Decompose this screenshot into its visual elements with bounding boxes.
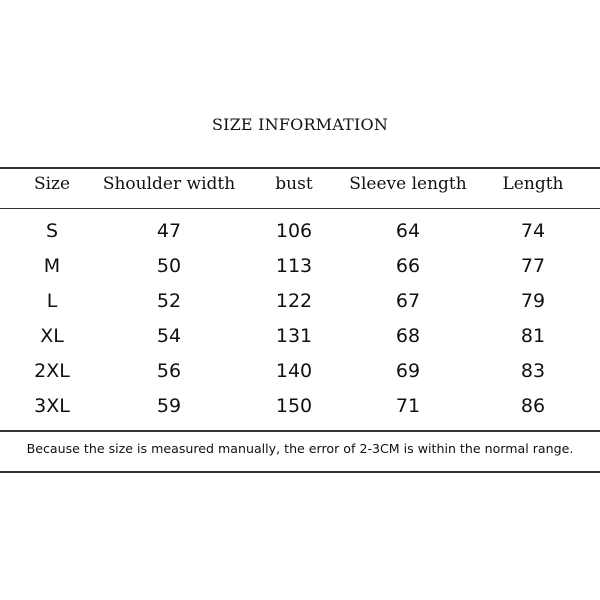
table-header [0,174,600,204]
cell-size: XL [40,325,64,347]
header-sleeve-length: Sleeve length [349,174,467,194]
cell-size: 3XL [34,395,70,417]
cell-size: M [43,255,61,277]
cell-length: 81 [520,325,546,347]
table-row [0,251,600,286]
table-header-rule [0,208,600,209]
cell-size: S [45,220,59,242]
table-row [0,216,600,251]
table-row [0,391,600,426]
cell-bust: 131 [275,325,313,347]
cell-size: L [46,290,58,312]
table-row [0,286,600,321]
table-row [0,321,600,356]
cell-sleeve-length: 64 [395,220,421,242]
measurement-note: Because the size is measured manually, the error of 2-3CM is within the normal range. [26,441,574,456]
page-title: SIZE INFORMATION [211,115,389,134]
header-shoulder-width: Shoulder width [102,174,236,194]
cell-bust: 122 [275,290,313,312]
table-row [0,356,600,391]
cell-shoulder-width: 54 [156,325,182,347]
cell-bust: 150 [275,395,313,417]
cell-shoulder-width: 47 [156,220,182,242]
cell-shoulder-width: 56 [156,360,182,382]
cell-bust: 106 [275,220,313,242]
cell-sleeve-length: 66 [395,255,421,277]
cell-shoulder-width: 52 [156,290,182,312]
cell-sleeve-length: 67 [395,290,421,312]
header-bust: bust [275,174,313,194]
cell-sleeve-length: 68 [395,325,421,347]
cell-bust: 113 [275,255,313,277]
header-length: Length [502,174,564,194]
table-top-rule [0,167,600,169]
cell-length: 79 [520,290,546,312]
cell-shoulder-width: 50 [156,255,182,277]
cell-length: 83 [520,360,546,382]
cell-length: 77 [520,255,546,277]
note-bottom-rule [0,471,600,473]
table-body [0,216,600,426]
header-size: Size [33,174,71,194]
cell-size: 2XL [34,360,70,382]
cell-sleeve-length: 69 [395,360,421,382]
cell-sleeve-length: 71 [395,395,421,417]
cell-length: 74 [520,220,546,242]
note-top-rule [0,430,600,432]
cell-length: 86 [520,395,546,417]
cell-bust: 140 [275,360,313,382]
cell-shoulder-width: 59 [156,395,182,417]
